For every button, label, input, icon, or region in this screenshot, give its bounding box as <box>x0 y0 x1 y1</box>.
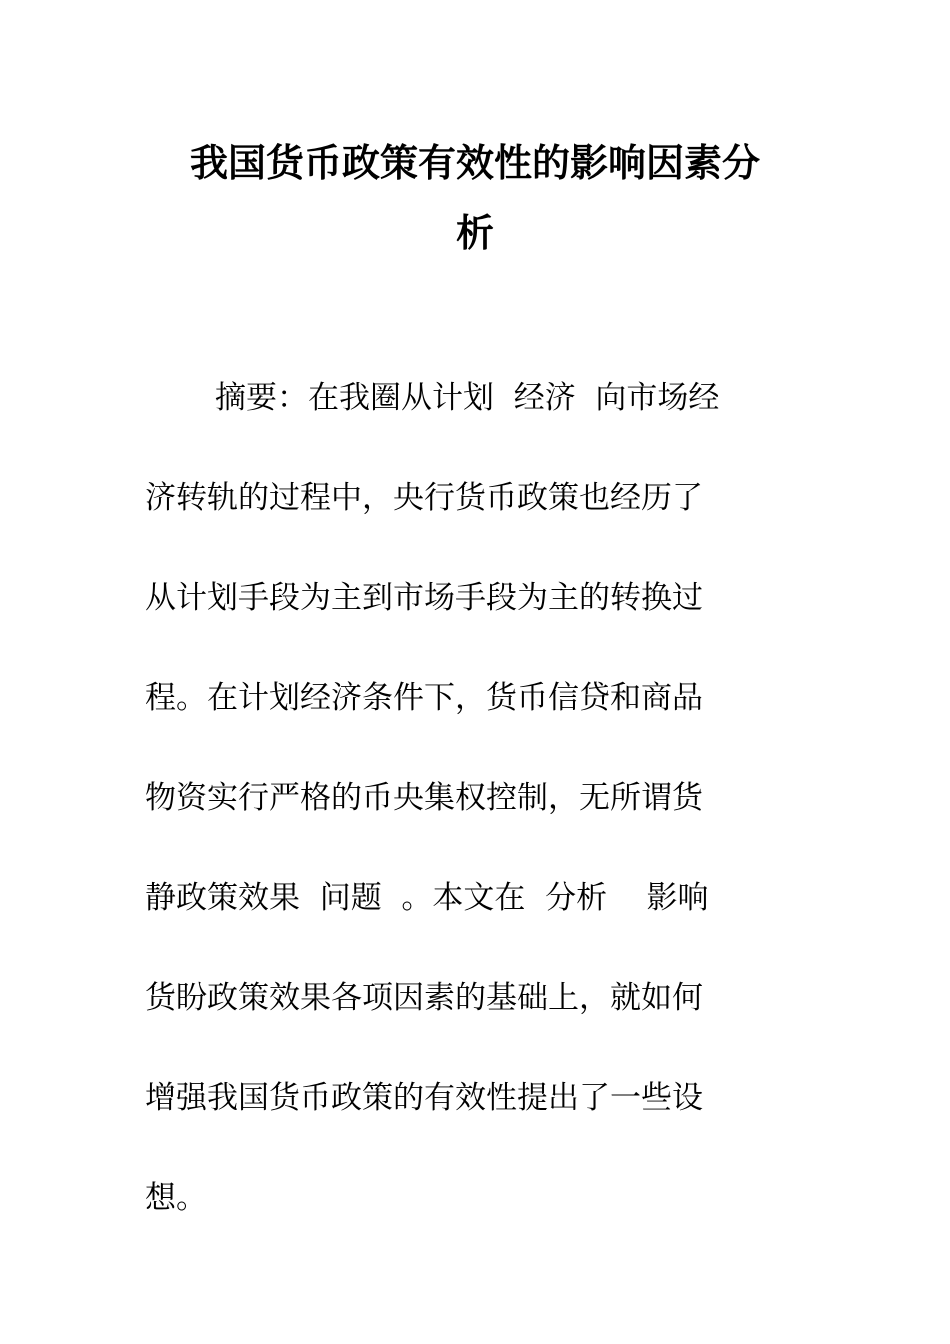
title-line-2: 析 <box>455 210 494 255</box>
abstract-line-6: 静政策效果 问题 。本文在 分析 影响 <box>145 880 709 916</box>
title-line-1: 我国货币政策有效性的影响因素分 <box>189 140 760 185</box>
abstract-line-2: 济转轨的过程中，央行货币政策也经历了 <box>145 480 703 516</box>
abstract-line-5: 物资实行严格的币央集权控制，无所谓货 <box>145 780 703 816</box>
abstract-line-1: 摘要：在我圈从计划 经济 向市场经 <box>215 380 720 416</box>
abstract-line-3: 从计划手段为主到市场手段为主的转换过 <box>145 580 703 616</box>
abstract-paragraph <box>145 372 805 1272</box>
abstract-line-7: 货盼政策效果各项因素的基础上，就如何 <box>145 980 703 1016</box>
document-title <box>145 128 805 268</box>
abstract-line-8: 增强我国货币政策的有效性提出了一些设 <box>145 1080 703 1116</box>
abstract-line-9: 想。 <box>145 1180 207 1216</box>
abstract-line-4: 程。在计划经济条件下，货币信贷和商品 <box>145 680 703 716</box>
